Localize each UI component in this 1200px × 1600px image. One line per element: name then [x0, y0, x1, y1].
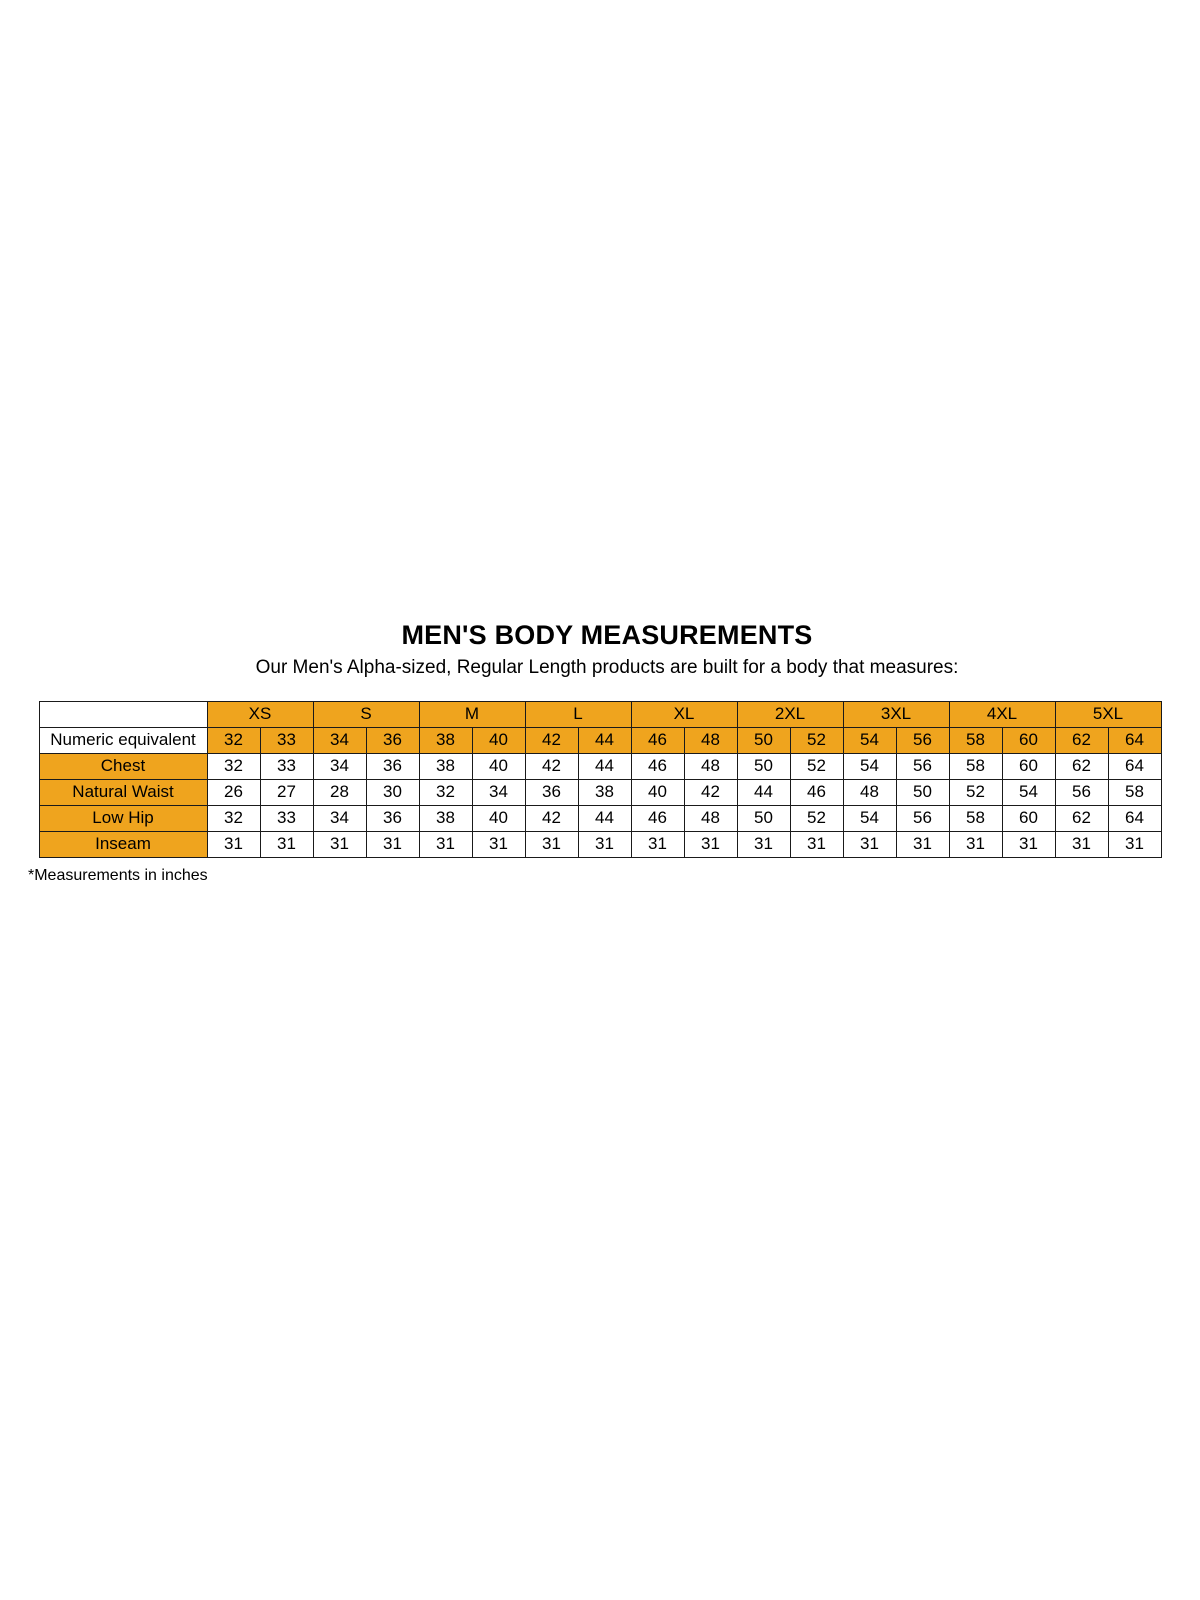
numeric-equivalent-row [39, 728, 1161, 754]
table-corner-cell [39, 702, 207, 728]
measurement-cell: 31 [578, 832, 631, 858]
table-row [39, 806, 1161, 832]
footnote: *Measurements in inches [28, 867, 208, 884]
numeric-equivalent-label: Numeric equivalent [39, 728, 207, 754]
measurement-cell: 31 [1108, 832, 1161, 858]
numeric-equivalent-cell: 33 [260, 728, 313, 754]
size-header-m: M [419, 702, 525, 728]
measurement-cell: 32 [419, 780, 472, 806]
page-title: MEN'S BODY MEASUREMENTS [401, 620, 813, 650]
measurement-cell: 52 [790, 806, 843, 832]
measurement-cell: 33 [260, 754, 313, 780]
measurement-cell: 52 [949, 780, 1002, 806]
row-label-low-hip: Low Hip [39, 806, 207, 832]
measurement-cell: 50 [896, 780, 949, 806]
measurement-cell: 38 [578, 780, 631, 806]
table-row [39, 780, 1161, 806]
size-header-4xl: 4XL [949, 702, 1055, 728]
measurement-cell: 31 [313, 832, 366, 858]
measurement-cell: 58 [949, 806, 1002, 832]
numeric-equivalent-cell: 36 [366, 728, 419, 754]
table-row [39, 832, 1161, 858]
numeric-equivalent-cell: 46 [631, 728, 684, 754]
numeric-equivalent-cell: 52 [790, 728, 843, 754]
numeric-equivalent-cell: 48 [684, 728, 737, 754]
measurement-cell: 56 [896, 806, 949, 832]
measurement-cell: 36 [525, 780, 578, 806]
measurement-cell: 42 [525, 754, 578, 780]
measurement-cell: 58 [949, 754, 1002, 780]
measurement-cell: 31 [843, 832, 896, 858]
measurement-cell: 42 [684, 780, 737, 806]
measurement-cell: 31 [737, 832, 790, 858]
measurement-cell: 38 [419, 754, 472, 780]
numeric-equivalent-cell: 54 [843, 728, 896, 754]
measurement-cell: 46 [631, 806, 684, 832]
numeric-equivalent-cell: 34 [313, 728, 366, 754]
measurement-cell: 56 [1055, 780, 1108, 806]
numeric-equivalent-cell: 44 [578, 728, 631, 754]
measurement-cell: 31 [1002, 832, 1055, 858]
row-label-chest: Chest [39, 754, 207, 780]
numeric-equivalent-cell: 40 [472, 728, 525, 754]
measurement-cell: 42 [525, 806, 578, 832]
numeric-equivalent-cell: 50 [737, 728, 790, 754]
measurement-cell: 34 [313, 754, 366, 780]
measurement-cell: 31 [207, 832, 260, 858]
measurement-cell: 56 [896, 754, 949, 780]
measurement-cell: 40 [631, 780, 684, 806]
measurement-cell: 31 [525, 832, 578, 858]
size-header-2xl: 2XL [737, 702, 843, 728]
measurement-cell: 26 [207, 780, 260, 806]
measurement-cell: 31 [949, 832, 1002, 858]
measurement-cell: 44 [578, 754, 631, 780]
size-chart-block [0, 620, 1200, 885]
measurement-cell: 28 [313, 780, 366, 806]
measurements-table [39, 701, 1162, 858]
numeric-equivalent-cell: 56 [896, 728, 949, 754]
numeric-equivalent-cell: 64 [1108, 728, 1161, 754]
measurement-cell: 46 [790, 780, 843, 806]
measurement-cell: 62 [1055, 806, 1108, 832]
measurement-cell: 64 [1108, 754, 1161, 780]
measurement-cell: 48 [684, 754, 737, 780]
numeric-equivalent-cell: 60 [1002, 728, 1055, 754]
measurement-cell: 54 [1002, 780, 1055, 806]
measurement-cell: 44 [737, 780, 790, 806]
measurement-cell: 40 [472, 806, 525, 832]
measurement-cell: 62 [1055, 754, 1108, 780]
size-header-xl: XL [631, 702, 737, 728]
measurement-cell: 31 [631, 832, 684, 858]
measurement-cell: 31 [790, 832, 843, 858]
measurement-cell: 31 [419, 832, 472, 858]
size-header-l: L [525, 702, 631, 728]
measurement-cell: 34 [472, 780, 525, 806]
measurement-cell: 34 [313, 806, 366, 832]
measurement-cell: 54 [843, 806, 896, 832]
measurement-cell: 60 [1002, 754, 1055, 780]
measurement-cell: 31 [366, 832, 419, 858]
measurement-cell: 36 [366, 806, 419, 832]
measurement-cell: 31 [1055, 832, 1108, 858]
numeric-equivalent-cell: 38 [419, 728, 472, 754]
measurement-cell: 27 [260, 780, 313, 806]
size-header-s: S [313, 702, 419, 728]
row-label-inseam: Inseam [39, 832, 207, 858]
table-row [39, 754, 1161, 780]
measurement-cell: 48 [843, 780, 896, 806]
measurement-cell: 52 [790, 754, 843, 780]
measurement-cell: 44 [578, 806, 631, 832]
numeric-equivalent-cell: 58 [949, 728, 1002, 754]
size-header-3xl: 3XL [843, 702, 949, 728]
measurement-cell: 46 [631, 754, 684, 780]
measurement-cell: 36 [366, 754, 419, 780]
measurement-cell: 58 [1108, 780, 1161, 806]
numeric-equivalent-cell: 32 [207, 728, 260, 754]
measurement-cell: 48 [684, 806, 737, 832]
measurement-cell: 32 [207, 806, 260, 832]
measurement-cell: 40 [472, 754, 525, 780]
page-subtitle: Our Men's Alpha-sized, Regular Length products are built for a body that measures: [255, 657, 959, 678]
size-header-xs: XS [207, 702, 313, 728]
table-header-row [39, 702, 1161, 728]
size-header-5xl: 5XL [1055, 702, 1161, 728]
measurement-cell: 64 [1108, 806, 1161, 832]
measurement-cell: 50 [737, 754, 790, 780]
measurement-cell: 32 [207, 754, 260, 780]
measurement-cell: 31 [260, 832, 313, 858]
measurement-cell: 54 [843, 754, 896, 780]
measurement-cell: 38 [419, 806, 472, 832]
measurement-cell: 31 [896, 832, 949, 858]
measurement-cell: 50 [737, 806, 790, 832]
numeric-equivalent-cell: 62 [1055, 728, 1108, 754]
measurement-cell: 31 [472, 832, 525, 858]
measurement-cell: 60 [1002, 806, 1055, 832]
measurement-cell: 30 [366, 780, 419, 806]
row-label-natural-waist: Natural Waist [39, 780, 207, 806]
measurement-cell: 33 [260, 806, 313, 832]
numeric-equivalent-cell: 42 [525, 728, 578, 754]
measurement-cell: 31 [684, 832, 737, 858]
